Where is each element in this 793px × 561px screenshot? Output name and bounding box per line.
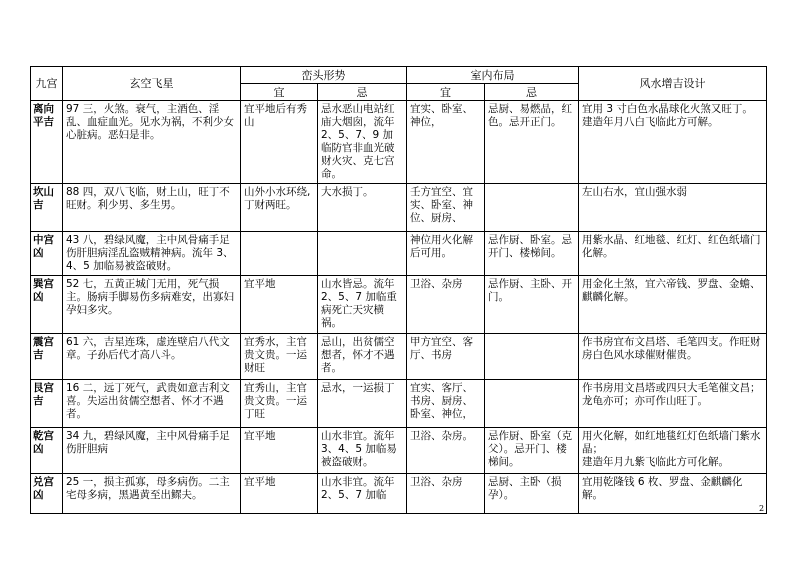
landform-ji-cell: 山水非宜。流年 3、4、5 加临易被盗破财。 — [318, 428, 407, 474]
palace-label: 震宫 — [33, 336, 54, 348]
design-line: 用紫水晶、红地毯、红灯、红色纸墙门化解。 — [582, 234, 761, 259]
design-line: 建造年月九紫飞临此方可化解。 — [582, 456, 729, 468]
flying-star-cell: 16 二，远丁死气，武贵如意吉利文喜。失运出贫儒空想者、怀才不遇者。 — [63, 380, 241, 428]
header-room-ji: 忌 — [485, 84, 579, 101]
fengshui-design-cell — [579, 101, 767, 184]
interior-ji-cell: 忌作厨、卧室。忌开门、楼梯间。 — [485, 232, 579, 276]
landform-ji-cell: 山水非宜。流年 2、5、7 加临 — [318, 474, 407, 514]
flying-star-cell: 52 七，五黄正城门无用，死气损主。肠病手脚易伤多病难安，出寡妇孕妇多灾。 — [63, 276, 241, 334]
fengshui-table — [30, 66, 767, 514]
landform-ji-cell: 忌山，出贫儒空想者，怀才不遇者。 — [318, 334, 407, 380]
header-landform: 峦头形势 — [241, 67, 407, 84]
interior-yi-cell: 壬方宜空、宜实、卧室、神位、厨房、 — [407, 184, 485, 232]
flying-star-cell: 61 六，吉星连珠，虚连壁启八代文章。子孙后代才高八斗。 — [63, 334, 241, 380]
flying-star-cell: 88 四，双八飞临，财上山，旺丁不旺财。利少男、多生男。 — [63, 184, 241, 232]
interior-ji-cell: 忌作厨、主卧、开门。 — [485, 276, 579, 334]
landform-ji-cell: 山水皆忌。流年 2、5、7 加临重病死亡天灾横祸。 — [318, 276, 407, 334]
landform-yi-cell — [241, 232, 318, 276]
palace-cell — [31, 428, 63, 474]
design-line: 建造年月八白飞临此方可解。 — [582, 116, 719, 128]
interior-yi-cell: 卫浴、杂房。 — [407, 428, 485, 474]
fengshui-design-cell — [579, 334, 767, 380]
fengshui-design-cell — [579, 276, 767, 334]
landform-ji-cell: 大水损丁。 — [318, 184, 407, 232]
palace-label: 吉 — [33, 199, 44, 211]
interior-yi-cell: 神位用火化解后可用。 — [407, 232, 485, 276]
design-line: 左山右水，宜山强水弱 — [582, 186, 687, 198]
palace-label: 凶 — [33, 291, 44, 303]
palace-label: 吉 — [33, 349, 44, 361]
fengshui-design-cell — [579, 428, 767, 474]
interior-yi-cell: 宜实、卧室、神位， — [407, 101, 485, 184]
table-row — [31, 276, 767, 334]
table-row — [31, 428, 767, 474]
palace-label: 平吉 — [33, 116, 54, 128]
design-line: 用金化土煞，宜六帝钱、罗盘、金蟾、麒麟化解。 — [582, 278, 761, 303]
palace-label: 巽宫 — [33, 278, 54, 290]
landform-ji-cell: 忌水，一运损丁 — [318, 380, 407, 428]
interior-yi-cell: 甲方宜空、客厅、书房 — [407, 334, 485, 380]
header-land-yi: 宜 — [241, 84, 318, 101]
palace-label: 艮宫 — [33, 382, 54, 394]
table-body — [31, 101, 767, 514]
header-fengshui-design: 风水增吉设计 — [579, 67, 767, 101]
palace-cell — [31, 184, 63, 232]
palace-label: 坎山 — [33, 186, 54, 198]
header-flying-star: 玄空飞星 — [63, 67, 241, 101]
table-row — [31, 334, 767, 380]
interior-ji-cell: 忌厨、易燃品，红色。忌开正门。 — [485, 101, 579, 184]
design-line: 作书房宜布文昌塔、毛笔四支。作旺财房白色风水球催财催贵。 — [582, 336, 761, 361]
interior-yi-cell: 卫浴、杂房 — [407, 276, 485, 334]
interior-ji-cell — [485, 184, 579, 232]
table-row — [31, 474, 767, 514]
landform-yi-cell: 宜平地 — [241, 276, 318, 334]
table-row — [31, 380, 767, 428]
flying-star-cell: 97 三，火煞。衰气，主酒色、淫乱、血症血光。见水为祸，不利少女心脏病。恶妇是非。 — [63, 101, 241, 184]
flying-star-cell: 43 八，碧绿风魔，主中风骨痛手足伤肝胆病淫乱盗贼精神病。流年 3、4、5 加临易被盗破财。 — [63, 232, 241, 276]
palace-cell — [31, 276, 63, 334]
palace-label: 离向 — [33, 103, 54, 115]
interior-yi-cell: 卫浴、杂房 — [407, 474, 485, 514]
palace-cell — [31, 232, 63, 276]
design-line: 宜用乾隆钱 6 枚、罗盘、金麒麟化解。 — [582, 476, 743, 501]
palace-label: 吉 — [33, 395, 44, 407]
design-line: 用火化解，如红地毯红灯色纸墙门紫水晶； — [582, 430, 761, 455]
landform-yi-cell: 宜秀水，主官贵文贵。一运财旺 — [241, 334, 318, 380]
header-room-yi: 宜 — [407, 84, 485, 101]
table-row — [31, 232, 767, 276]
palace-label: 中宫 — [33, 234, 54, 246]
palace-label: 兑宫 — [33, 476, 54, 488]
flying-star-cell: 25 一，损主孤寡，母多病伤。二主宅母多病，黑遇黄至出鳏夫。 — [63, 474, 241, 514]
palace-label: 凶 — [33, 247, 44, 259]
landform-ji-cell: 忌水恶山电站红庙大烟囱，流年 2、5、7、9 加临防官非血光破财火灾、克七宫命。 — [318, 101, 407, 184]
palace-label: 乾宫 — [33, 430, 54, 442]
fengshui-design-cell — [579, 184, 767, 232]
table-row — [31, 101, 767, 184]
fengshui-design-cell — [579, 474, 767, 514]
palace-cell — [31, 380, 63, 428]
flying-star-cell: 34 九，碧绿风魔，主中风骨痛手足伤肝胆病 — [63, 428, 241, 474]
landform-yi-cell: 宜平地 — [241, 474, 318, 514]
landform-yi-cell: 宜平地 — [241, 428, 318, 474]
fengshui-design-cell — [579, 380, 767, 428]
table-row — [31, 184, 767, 232]
interior-yi-cell: 宜实、客厅、书房、厨房、卧室、神位， — [407, 380, 485, 428]
fengshui-design-cell — [579, 232, 767, 276]
landform-ji-cell — [318, 232, 407, 276]
page-number: 2 — [759, 504, 765, 513]
header-land-ji: 忌 — [318, 84, 407, 101]
landform-yi-cell: 宜平地后有秀山 — [241, 101, 318, 184]
palace-cell — [31, 101, 63, 184]
header-interior: 室内布局 — [407, 67, 579, 84]
design-line: 宜用 3 寸白色水晶球化火煞又旺丁。 — [582, 103, 753, 115]
palace-label: 凶 — [33, 489, 44, 501]
interior-ji-cell: 忌作厨、卧室（克父）。忌开门、楼梯间。 — [485, 428, 579, 474]
palace-cell — [31, 334, 63, 380]
header-palace: 九宫 — [31, 67, 63, 101]
design-line: 作书房用文昌塔或四只大毛笔催文昌；龙龟亦可；亦可作山旺丁。 — [582, 382, 761, 407]
interior-ji-cell: 忌厨、主卧（损孕）。 — [485, 474, 579, 514]
landform-yi-cell: 山外小水环绕, 丁财两旺。 — [241, 184, 318, 232]
landform-yi-cell: 宜秀山，主官贵文贵。一运丁旺 — [241, 380, 318, 428]
interior-ji-cell — [485, 380, 579, 428]
palace-label: 凶 — [33, 443, 44, 455]
header-row-1 — [31, 67, 767, 84]
interior-ji-cell — [485, 334, 579, 380]
palace-cell — [31, 474, 63, 514]
